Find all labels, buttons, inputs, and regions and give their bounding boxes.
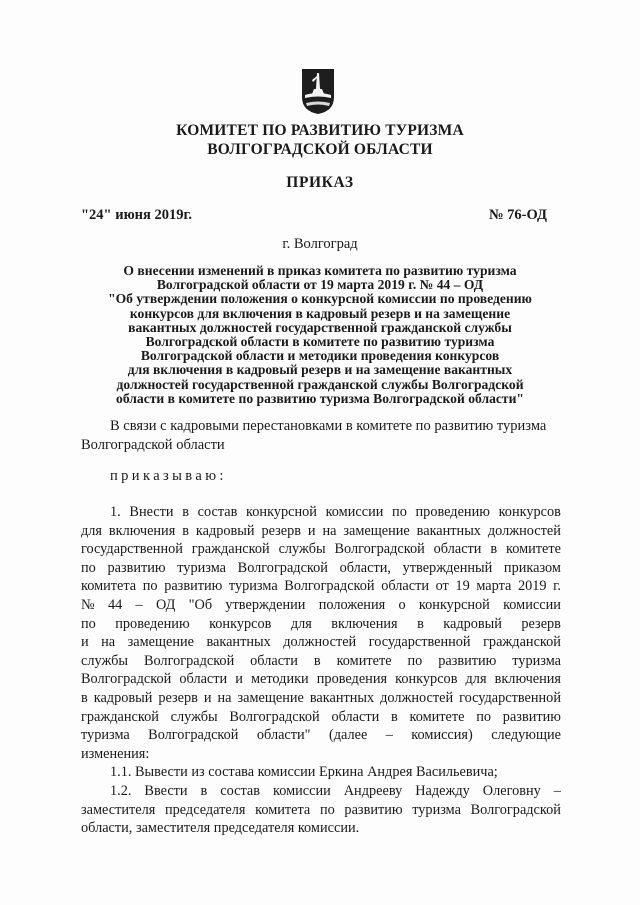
intro-paragraph	[81, 417, 561, 455]
order-number: № 76-ОД	[488, 207, 547, 223]
order-title: ПРИКАЗ	[286, 174, 354, 191]
body-line: государственной гражданской службы Волгоградской области в комитете	[81, 541, 561, 558]
body-line: заместителя председателя комитета по развитию туризма Волгоградской	[81, 801, 561, 818]
order-city: г. Волгоград	[282, 236, 358, 252]
body-line: для включения в кадровый резерв и на замещение вакантных должностей	[81, 522, 561, 539]
body-line: в кадровый резерв и на замещение вакантных должностей государственной	[81, 689, 561, 706]
body-line: изменения:	[81, 745, 150, 762]
body-line: 1.2. Ввести в состав комиссии Андрееву Надежду Олеговну –	[110, 782, 561, 799]
subject-line: для включения в кадровый резерв и на замещение вакантных	[127, 362, 513, 378]
subject-line: Волгоградской области от 19 марта 2019 г. № 44 – ОД	[156, 277, 484, 293]
subject-line: должностей государственной гражданской службы Волгоградской	[116, 376, 524, 392]
subject-line: конкурсов для включения в кадровый резерв и на замещение	[129, 305, 511, 321]
subject-line: Волгоградской области в комитете по развитию туризма	[145, 334, 495, 350]
body-line: по развитию туризма Волгоградской области, утвержденный приказом	[81, 559, 561, 576]
org-name-line2: ВОЛГОГРАДСКОЙ ОБЛАСТИ	[207, 141, 433, 158]
subject-line: вакантных должностей государственной гражданской службы	[128, 319, 512, 335]
order-date: "24" июня 2019г.	[81, 207, 193, 223]
order-body	[81, 503, 561, 838]
body-line: туризма Волгоградской области" (далее – комиссия) следующие	[81, 727, 561, 744]
order-subject	[78, 264, 562, 406]
body-line: 1.1. Вывести из состава комиссии Еркина Андрея Васильевича;	[110, 764, 498, 781]
body-line: службы Волгоградской области в комитете по развитию туризма	[81, 652, 561, 669]
intro-line: Волгоградской области	[81, 437, 225, 453]
intro-line: В связи с кадровыми перестановками в комитете по развитию туризма	[110, 418, 547, 434]
subject-line: "Об утверждении положения о конкурсной комиссии по проведению	[108, 291, 532, 307]
body-line: 1. Внести в состав конкурсной комиссии по проведению конкурсов	[110, 504, 561, 520]
subject-line: Волгоградской области и методики проведения конкурсов	[140, 348, 500, 364]
volgograd-emblem-icon	[300, 67, 336, 115]
subject-line: области в комитете по развитию туризма Волгоградской области"	[116, 390, 524, 406]
body-line: гражданской службы Волгоградской области в комитете по развитию	[81, 708, 561, 725]
body-line: и на замещение вакантных должностей государственной гражданской	[81, 634, 561, 651]
body-line: № 44 – ОД "Об утверждении положения о конкурсной комиссии	[81, 596, 561, 613]
body-line: по проведению конкурсов для включения в кадровый резерв	[81, 615, 561, 632]
body-line: Волгоградской области и методики проведения конкурсов для включения	[81, 671, 561, 688]
body-line: области, заместителя председателя комиссии.	[81, 820, 360, 837]
body-line: комитета по развитию туризма Волгоградской области от 19 марта 2019 г.	[81, 578, 561, 595]
subject-line: О внесении изменений в приказ комитета по развитию туризма	[123, 263, 517, 278]
prikazyvayu-label: приказываю:	[110, 468, 227, 484]
org-name-line1: КОМИТЕТ ПО РАЗВИТИЮ ТУРИЗМА	[176, 122, 464, 139]
